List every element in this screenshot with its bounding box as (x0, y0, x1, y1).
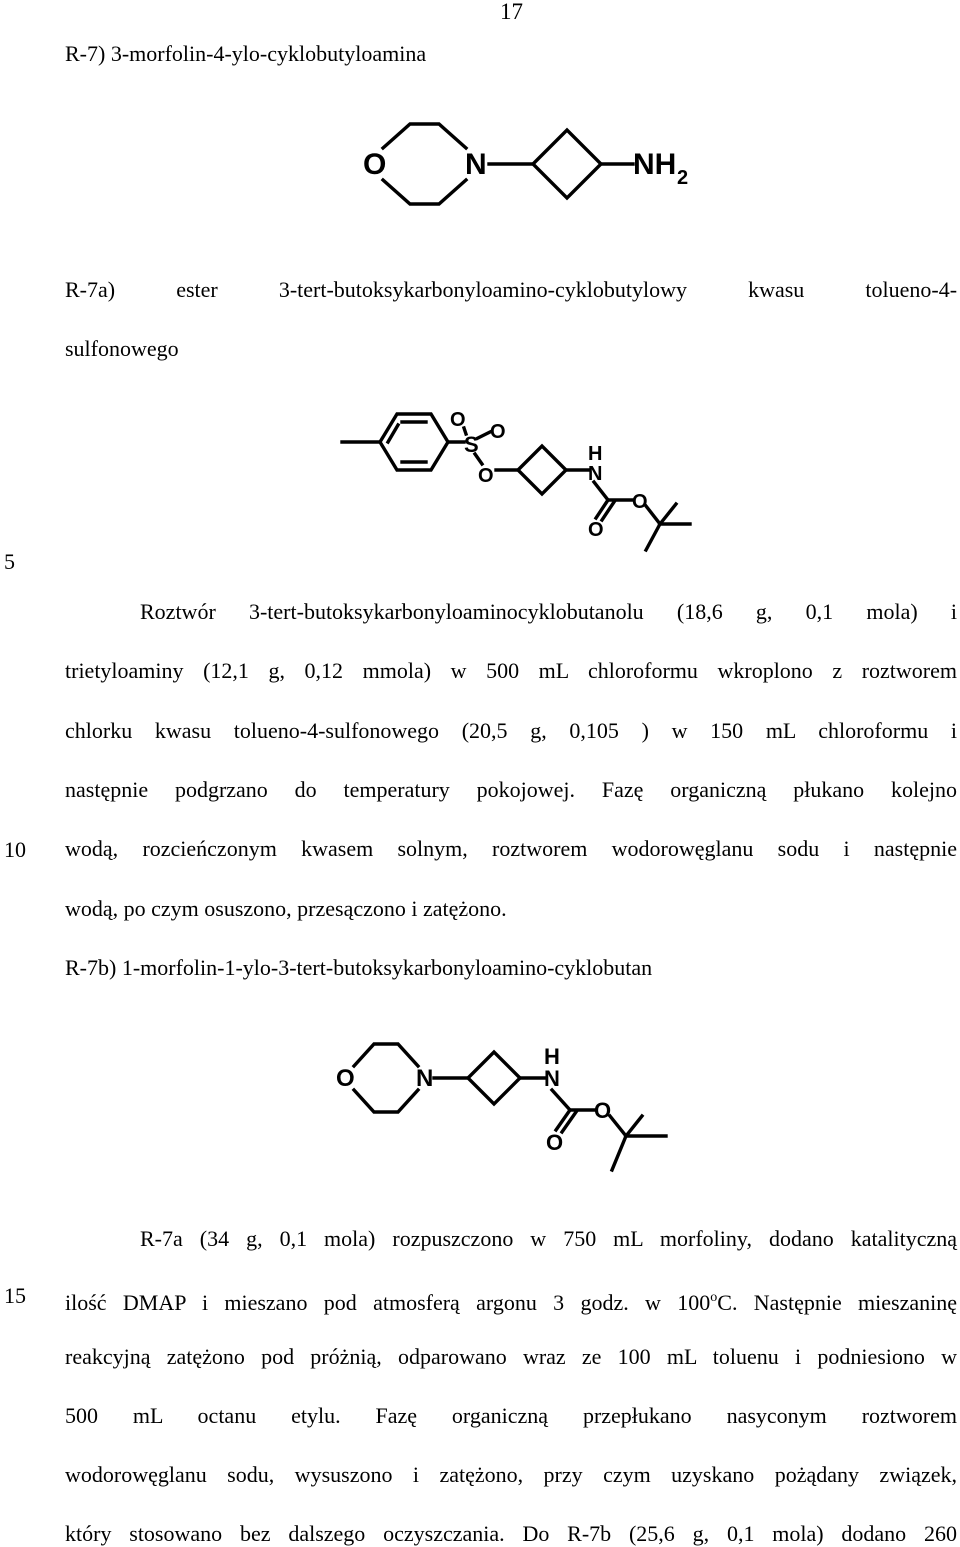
page-number: 17 (500, 0, 523, 24)
morpholine-bottom-bonds (383, 180, 466, 204)
r7a-word-5: tolueno-4- (865, 277, 958, 302)
structure-r7 (355, 110, 695, 230)
cyclobutane-ring (468, 1052, 520, 1104)
carbonyl-double-a (556, 1110, 570, 1130)
sulfonyl-oxygen-top: O (450, 409, 466, 431)
heading-r7b: R-7b) 1-morfolin-1-ylo-3-tert-butoksykarbonyloamino-cyklobutan (65, 955, 653, 980)
carbamate-h: H (544, 1044, 560, 1069)
carbonyl-oxygen: O (546, 1130, 564, 1155)
heading-r7a-cont: sulfonowego (65, 336, 179, 361)
p2-line-2-post: C. Następnie mieszaninę (717, 1290, 957, 1315)
morpholine-nitrogen: N (465, 148, 487, 181)
tbutyl-oxygen: O (594, 1098, 612, 1123)
tbutyl-methyl-2 (660, 504, 676, 524)
morpholine-nitrogen: N (416, 1065, 434, 1092)
line-number-15: 15 (4, 1283, 26, 1308)
p1-line-1: Roztwór 3-tert-butoksykarbonyloaminocyklobutanolu (18,6 g, 0,1 mola) i (140, 599, 957, 624)
tbutyl-oxygen: O (632, 491, 648, 513)
carbamate-nitrogen: N (544, 1066, 560, 1091)
degree-superscript: o (710, 1290, 718, 1305)
tbutyl-methyl-2 (626, 1116, 642, 1136)
p2-line-1: R-7a (34 g, 0,1 mola) rozpuszczono w 750 mL morfoliny, dodano katalityczną (140, 1226, 957, 1251)
ester-oxygen: O (478, 465, 494, 487)
p1-line-5: wodą, rozcieńczonym kwasem solnym, roztworem wodorowęglanu sodu i następnie (65, 836, 957, 861)
morpholine-bottom-bonds (354, 1090, 418, 1112)
p2-line-6: który stosowano bez dalszego oczyszczania. Do R-7b (25,6 g, 0,1 mola) dodano 260 (65, 1521, 957, 1546)
p2-line-4: 500 mL octanu etylu. Fazę organiczną przepłukano nasyconym roztworem (65, 1403, 957, 1428)
p1-line-6: wodą, po czym osuszono, przesączono i zatężono. (65, 896, 507, 921)
amine-nh: NH (633, 148, 677, 181)
carbamate-nitrogen: N (588, 463, 603, 485)
morpholine-top-bonds (383, 124, 466, 148)
cyclobutane-ring (533, 130, 601, 198)
heading-r7a (65, 278, 957, 302)
r7a-word-4: kwasu (748, 277, 805, 302)
p1-line-3: chlorku kwasu tolueno-4-sulfonowego (20,5 g, 0,105 ) w 150 mL chloroformu i (65, 718, 957, 743)
p1-line-4: następnie podgrzano do temperatury pokojowej. Fazę organiczną płukano kolejno (65, 777, 957, 802)
tbutyl-methyl-3 (612, 1136, 626, 1170)
s-o-double-top (464, 428, 466, 434)
morpholine-oxygen: O (363, 148, 387, 181)
line-number-5: 5 (4, 549, 15, 574)
n-carbonyl-bond (552, 1090, 570, 1110)
sulfur: S (464, 432, 479, 457)
p2-line-5: wodorowęglanu sodu, wysuszono i zatężono, przy czym uzyskano pożądany związek, (65, 1462, 957, 1487)
morpholine-oxygen: O (336, 1065, 355, 1092)
o-tbutyl-bond (610, 1116, 626, 1136)
amine-subscript: 2 (677, 167, 689, 189)
line-number-10: 10 (4, 837, 26, 862)
s-o-double-right (478, 432, 490, 438)
r7a-word-2: ester (176, 277, 218, 302)
p2-line-2-pre: ilość DMAP i mieszano pod atmosferą argonu 3 godz. w 100 (65, 1290, 711, 1315)
morpholine-top-bonds (354, 1044, 418, 1066)
r7a-word-3: 3-tert-butoksykarbonyloamino-cyklobutylowy (278, 277, 687, 302)
p1-line-2: trietyloaminy (12,1 g, 0,12 mmola) w 500 mL chloroformu wkroplono z roztworem (65, 658, 957, 683)
p2-line-3: reakcyjną zatężono pod próżnią, odparowano wraz ze 100 mL toluenu i podniesiono w (65, 1344, 957, 1369)
r7a-word-1: R-7a) (65, 277, 116, 302)
heading-r7: R-7) 3-morfolin-4-ylo-cyklobutyloamina (65, 41, 427, 66)
carbonyl-double-b (562, 1112, 576, 1132)
carbonyl-oxygen: O (588, 519, 604, 541)
carbamate-h: H (588, 443, 603, 465)
o-tbutyl-bond (646, 506, 660, 524)
structure-r7a (340, 408, 700, 558)
cyclobutane-ring (518, 446, 566, 494)
tbutyl-methyl-3 (646, 524, 660, 550)
structure-r7b (332, 1036, 672, 1176)
p2-line-2 (65, 1286, 957, 1315)
sulfonyl-oxygen-right: O (490, 421, 506, 443)
